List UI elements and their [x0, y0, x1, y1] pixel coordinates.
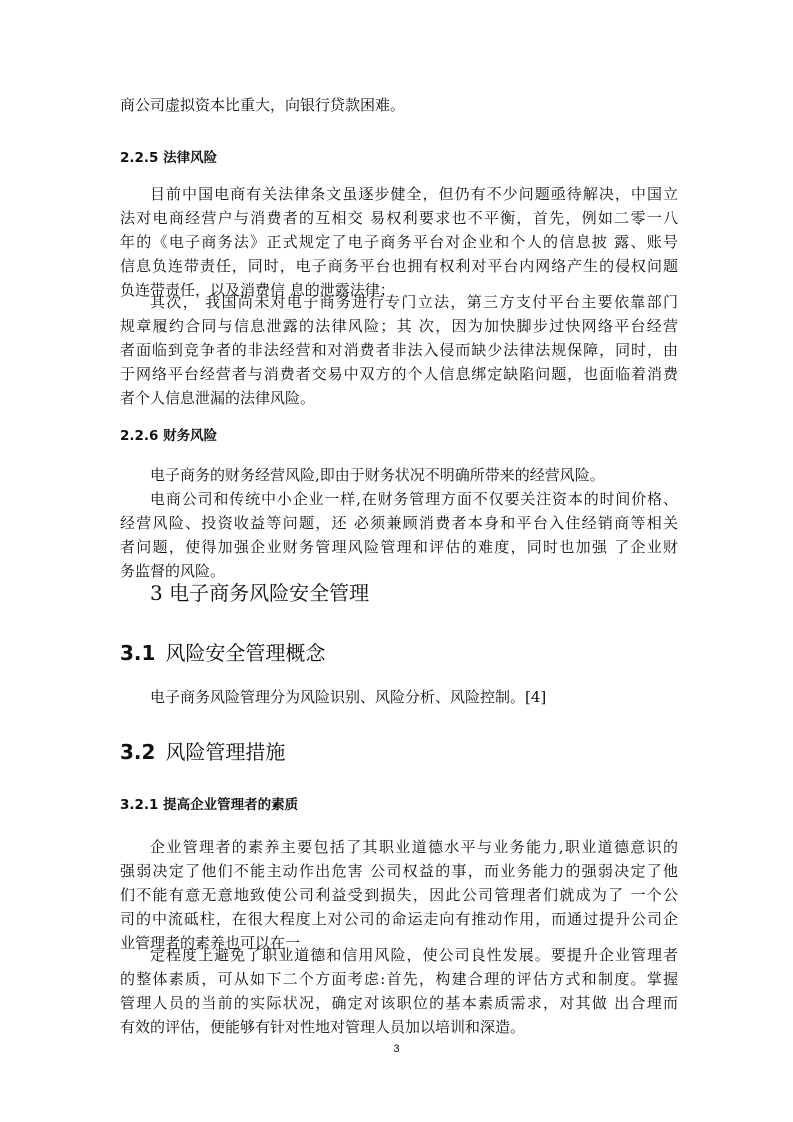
paragraph-finance-risk-2: [120, 487, 678, 583]
intro-paragraph: [120, 93, 678, 117]
text-line: 管理人员的当前的实际状况，确定对该职位的基本素质需求，对其做 出合理而: [120, 994, 678, 1012]
section-number: 3.1: [120, 641, 156, 665]
chapter-title-3: 3 电子商务风险安全管理: [150, 581, 370, 605]
page-number: 3: [393, 1043, 400, 1055]
text-line: 规章履约合同与信息泄露的法律风险；其 次，因为加快脚步过快网络平台经营: [120, 317, 678, 335]
text-line: 业管理者的素养也可以在一: [120, 934, 301, 952]
text-line: 者面临到竞争者的非法经营和对消费者非法入侵而缺少法律法规保障，同时，由: [120, 341, 678, 359]
text-line: 电子商务的财务经营风险,即由于财务状况不明确所带来的经营风险。: [150, 466, 605, 484]
text-line: 们不能有意无意地致使公司利益受到损失，因此公司管理者们就成为了 一个公: [120, 886, 678, 904]
text-line: 于网络平台经营者与消费者交易中双方的个人信息绑定缺陷问题，也面临着消费: [120, 365, 678, 383]
section-heading-3-2: [120, 736, 285, 765]
text-line: 其次， 我国尚未对电子商务进行专门立法，第三方支付平台主要依靠部门: [150, 293, 678, 311]
section-heading-3-1: [120, 637, 325, 666]
section-number: 3.2: [120, 740, 156, 764]
text-line: 信息负连带责任，同时，电子商务平台也拥有权利对平台内网络产生的侵权问题: [120, 257, 678, 275]
section-heading-2-2-5: 2.2.5 法律风险: [120, 150, 218, 166]
text-line: 者问题，使得加强企业财务管理风险管理和评估的难度，同时也加强 了企业财: [120, 538, 678, 556]
text-line: 年的《电子商务法》正式规定了电子商务平台对企业和个人的信息披 露、账号: [120, 233, 678, 251]
section-heading-2-2-6: 2.2.6 财务风险: [120, 428, 218, 444]
text-line: 负连带责任，以及消费信 息的泄露法律；: [120, 281, 395, 299]
paragraph-finance-risk-1: [120, 463, 678, 487]
paragraph-manager-quality-2: [120, 943, 678, 1039]
text-line: 目前中国电商有关法律条文虽逐步健全，但仍有不少问题亟待解决，中国立: [150, 185, 678, 203]
text-line: 务监督的风险。: [120, 562, 226, 580]
section-title: 风险安全管理概念: [165, 641, 326, 665]
paragraph-legal-risk-1: [120, 182, 678, 302]
paragraph-legal-risk-2: [120, 290, 678, 410]
text-line: 经营风险、投资收益等问题，还 必须兼顾消费者本身和平台入住经销商等相关: [120, 514, 678, 532]
text-line: 商公司虚拟资本比重大，向银行贷款困难。: [120, 96, 406, 114]
paragraph-risk-concept: [120, 685, 678, 709]
text-line: 有效的评估，便能够有针对性地对管理人员加以培训和深造。: [120, 1018, 526, 1036]
text-line: 的整体素质，可从如下二个方面考虑:首先，构建合理的评估方式和制度。掌握: [120, 970, 678, 988]
text-line: 企业管理者的素养主要包括了其职业道德水平与业务能力,职业道德意识的: [150, 838, 678, 856]
section-title: 风险管理措施: [165, 740, 286, 764]
text-line: 电子商务风险管理分为风险识别、风险分析、风险控制。[4]: [150, 688, 547, 706]
text-line: 强弱决定了他们不能主动作出危害 公司权益的事，而业务能力的强弱决定了他: [120, 862, 678, 880]
text-line: 司的中流砥柱，在很大程度上对公司的命运走向有推动作用，而通过提升公司企: [120, 910, 678, 928]
paragraph-manager-quality-1: [120, 835, 678, 955]
text-line: 定程度上避免了职业道德和信用风险，使公司良性发展。要提升企业管理者: [150, 946, 678, 964]
text-line: 法对电商经营户与消费者的互相交 易权利要求也不平衡，首先，例如二零一八: [120, 209, 678, 227]
text-line: 者个人信息泄漏的法律风险。: [120, 389, 316, 407]
section-heading-3-2-1: 3.2.1 提高企业管理者的素质: [120, 797, 299, 813]
text-line: 电商公司和传统中小企业一样,在财务管理方面不仅要关注资本的时间价格、: [150, 490, 678, 508]
